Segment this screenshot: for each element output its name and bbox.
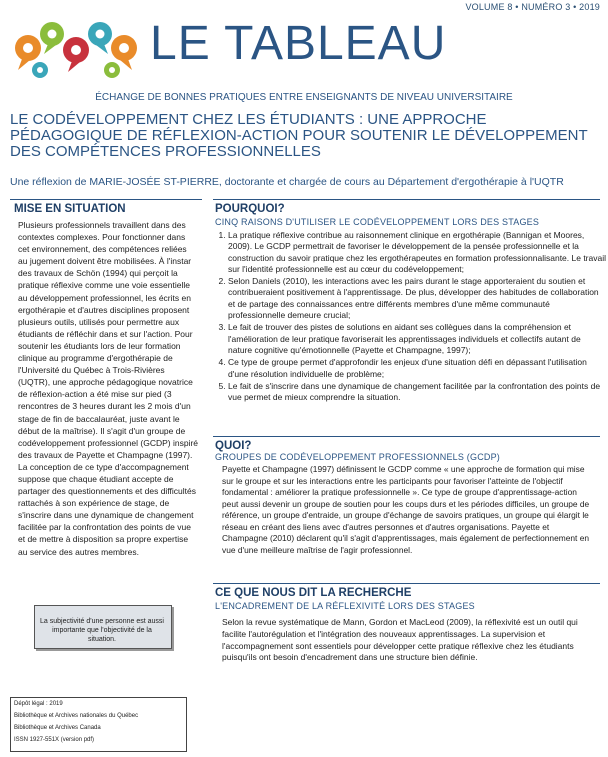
recherche-body: Selon la revue systématique de Mann, Gordon et MacLeod (2009), la réflexivité est un outil qui facilite l'autorégulation et l'intégration des nouveaux apprentissages. La supervision et l'accompagnement sont essentiels pour développer cette pratique réflexive chez les étudiants puisqu'ils ont besoin d'encadrement dans une structure bien définie.: [222, 617, 578, 663]
legal-line: ISSN 1927-551X (version pdf): [14, 737, 95, 743]
section-title-quoi: QUOI?: [215, 440, 252, 452]
article-headline: LE CODÉVELOPPEMENT CHEZ LES ÉTUDIANTS : UNE APPROCHE PÉDAGOGIQUE DE RÉFLEXION-ACTION POUR SOUTENIR LE DÉVELOPPEMENT DES COMPÉTENCES PROFESSIONNELLES: [10, 111, 588, 160]
list-item: 5. Le fait de s'inscrire dans une dynamique de changement facilitée par la confrontation des points de vue permet de mieux comprendre la situation.: [228, 381, 606, 404]
pourquoi-subtitle: CINQ RAISONS D'UTILISER LE CODÉVELOPPEMENT LORS DES STAGES: [215, 217, 540, 227]
quoi-subtitle: GROUPES DE CODÉVELOPPEMENT PROFESSIONNELS (GCDP): [215, 452, 500, 462]
left-section-rule: [10, 199, 202, 200]
issue-info: VOLUME 8 • NUMÉRO 3 • 2019: [465, 2, 600, 12]
article-author: Une réflexion de MARIE-JOSÉE ST-PIERRE, doctorante et chargée de cours au Département d'ergothérapie à l'UQTR: [10, 176, 564, 188]
list-item: 2. Selon Daniels (2010), les interactions avec les pairs durant le stage apporteraient du soutien et contribueraient positivement à l'apprentissage. De plus, développer des habitudes de collaboration et de partage des connaissances entre différents membres d'une même communauté professionnelle demeure crucial;: [228, 276, 606, 321]
section-title-pourquoi: POURQUOI?: [215, 203, 285, 215]
publication-title: LE TABLEAU: [150, 17, 447, 70]
gears-speech-bubbles-icon: [12, 14, 146, 90]
section-title-recherche: CE QUE NOUS DIT LA RECHERCHE: [215, 587, 412, 599]
recherche-subtitle: L'ENCADREMENT DE LA RÉFLEXIVITÉ LORS DES STAGES: [215, 601, 475, 611]
mise-en-situation-body: Plusieurs professionnels travaillent dans des contextes complexes. Pour fonctionner dans cet environnement, des compétences reliées au jugement doivent être mobilisées. À l'instar des travaux de Schön (1994) qui perçoit la pratique réflexive comme une voie essentielle au développement professionnel, les écrits en ergothérapie et d'autres disciplines proposent plusieurs outils, utilisés pour permettre aux étudiants de réfléchir dans et sur l'action. Pour soutenir les étudiants lors de leur formation clinique au programme d'ergothérapie de l'Université du Québec à Trois-Rivières (UQTR), une approche pédagogique novatrice de réflexion-action a été mise sur pied (3 rencontres de 3 heures durant les 2 mois d'un stage de fin de baccalauréat, juste avant le début de la maîtrise). Il s'agit d'un groupe de codéveloppement professionnel (GCDP) inspiré des travaux de Payette et Champagne (1997). La conception de ce type d'accompagnement suppose que chaque étudiant accepte de partager des questionnements et des difficultés rattachés à son expérience de stage, de s'inscrire dans une dynamique de changement facilitée par la confrontation des points de vue et de mettre à disposition sa propre expertise au service des autres membres.: [18, 220, 199, 557]
legal-line: Dépôt légal : 2019: [14, 701, 63, 707]
list-item: 3. Le fait de trouver des pistes de solutions en aidant ses collègues dans la compréhension et l'amélioration de leur pratique favoriserait les apprentissages individuels et collectifs autant de nature cognitive qu'émotionnelle (Payette et Champagne, 1997);: [228, 322, 606, 356]
quote-text: La subjectivité d'une personne est aussi importante que l'objectivité de la situation.: [40, 618, 164, 643]
quoi-rule: [213, 436, 600, 437]
list-item: 1. La pratique réflexive contribue au raisonnement clinique en ergothérapie (Bannigan et Moores, 2009). Le GCDP permettrait de favoriser le développement de la pensée professionnelle et la construction du savoir pratique chez les ergothérapeutes en formation professionnalisante. Le travail sur l'identité professionnelle est au cœur du codéveloppement;: [228, 230, 606, 275]
publication-tagline: ÉCHANGE DE BONNES PRATIQUES ENTRE ENSEIGNANTS DE NIVEAU UNIVERSITAIRE: [95, 92, 513, 103]
legal-line: Bibliothèque et Archives nationales du Québec: [14, 713, 139, 719]
section-title-mise-en-situation: MISE EN SITUATION: [14, 203, 126, 215]
legal-line: Bibliothèque et Archives Canada: [14, 725, 101, 731]
recherche-rule: [213, 583, 600, 584]
list-item: 4. Ce type de groupe permet d'approfondir les enjeux d'une situation défi en dépassant l'utilisation d'une résolution individuelle de problème;: [228, 357, 606, 380]
pourquoi-rule: [213, 199, 600, 200]
quoi-body: Payette et Champagne (1997) définissent le GCDP comme « une approche de formation qui mise sur le groupe et sur les interactions entre les participants pour favoriser l'atteinte de l'objectif fondamental : améliorer la pratique professionnelle ». Ce type de groupe d'apprentissage-action peut aussi devenir un groupe de soutien pour les coups durs et les périodes difficiles, un groupe de référence, un groupe d'entraide, un groupe d'échange de savoirs pratiques, un groupe qui élargit le réseau en créant des liens avec d'autres personnes et d'autres organisations. Payette et Champagne (2010) déclarent qu'il s'agit d'apprentissages, mais également de perfectionnement en vue d'une meilleure maîtrise de l'agir professionnel.: [222, 464, 590, 555]
pourquoi-list: [212, 230, 606, 404]
